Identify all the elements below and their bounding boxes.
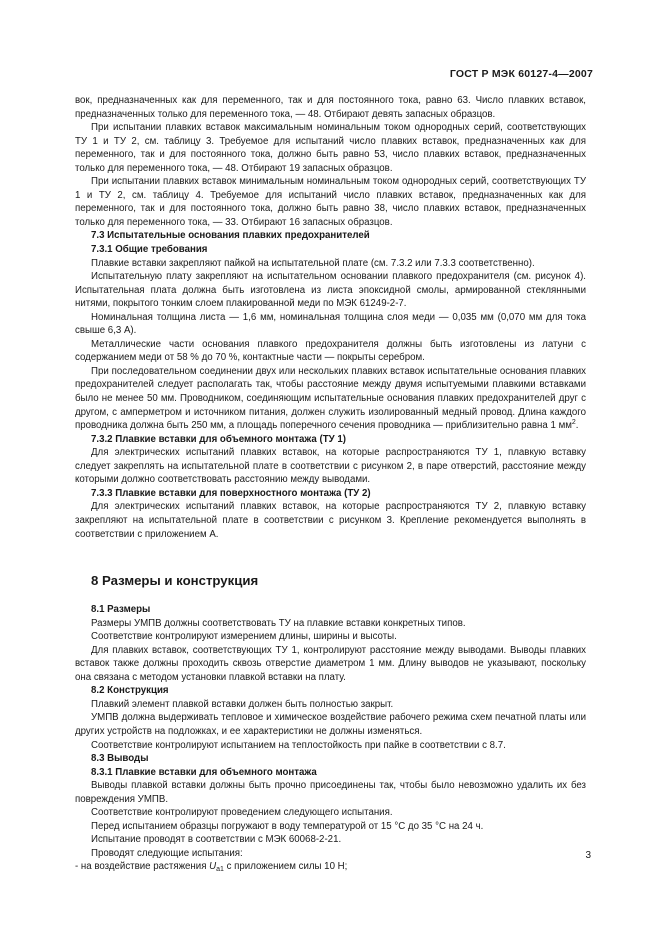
- symbol: U: [209, 861, 217, 873]
- paragraph: Плавкий элемент плавкой вставки должен быть полностью закрыт.: [91, 698, 394, 710]
- paragraph-text: При последовательном соединении двух или нескольких плавких вставок испытательные основания плавких предохранителей следует располагать так, чтобы расстояние между двумя испытуемыми плавкими вставками было не менее 50 мм. Проводником, соединяющим испытательные основания плавких предохранителей друг с другом, с амперметром и источником питания, должен служить изолированный медный провод. Длина каждого проводника должна быть 250 мм, а площадь поперечного сечения проводника — приблизительно равна 1 мм: [75, 365, 586, 432]
- document-body: [75, 94, 586, 877]
- document-header: ГОСТ Р МЭК 60127-4—2007: [449, 68, 593, 80]
- page-number: 3: [585, 850, 591, 861]
- paragraph: Размеры УМПВ должны соответствовать ТУ на плавкие вставки конкретных типов.: [91, 617, 466, 629]
- paragraph: При испытании плавких вставок минимальным номинальным током однородных серий, соответствующих ТУ 1 и ТУ 2, см. таблицу 4. Требуемое для испытаний число плавких вставок, предназначенных как для переменного, так и для постоянного тока, должно быть равно 38, число плавких вставок, предназначенных только для переменного тока, — 33. Отбирают 16 запасных образцов.: [75, 176, 586, 228]
- list-item-text: - на воздействие растяжения: [75, 861, 210, 873]
- section-heading-7-3-2: 7.3.2 Плавкие вставки для объемного монтажа (ТУ 1): [91, 433, 346, 445]
- paragraph: [75, 365, 586, 433]
- paragraph: Соответствие контролируют измерением длины, ширины и высоты.: [91, 631, 397, 643]
- section-heading-7-3-3: 7.3.3 Плавкие вставки для поверхностного монтажа (ТУ 2): [91, 487, 371, 499]
- paragraph: Номинальная толщина листа — 1,6 мм, номинальная толщина слоя меди — 0,035 мм (0,070 мм для тока свыше 6,3 А).: [75, 311, 586, 337]
- paragraph: Для электрических испытаний плавких вставок, на которые распространяются ТУ 2, плавкую вставку закрепляют на испытательной плате в соответствии с рисунком 3. Крепление рекомендуется выполнять в соответствии с приложением А.: [75, 501, 586, 540]
- paragraph: вок, предназначенных как для переменного, так и для постоянного тока, равно 63. Число плавких вставок, предназначенных только для переменного тока, — 48. Отбирают девять запасных образцов.: [75, 95, 586, 120]
- paragraph: Плавкие вставки закрепляют пайкой на испытательной плате (см. 7.3.2 или 7.3.3 соответственно).: [91, 257, 535, 269]
- paragraph: Испытательную плату закрепляют на испытательном основании плавкого предохранителя (см. рисунок 4). Испытательная плата должна быть изготовлена из листа эпоксидной смолы, армированной стеклянными нитями, покрытого тонким слоем плакированной меди по МЭК 61249-2-7.: [75, 271, 586, 310]
- subscript: a1: [216, 866, 224, 874]
- chapter-heading-8: 8 Размеры и конструкция: [91, 573, 259, 589]
- list-item-text-end: с приложением силы 10 Н;: [223, 861, 348, 873]
- paragraph-text-end: .: [575, 420, 579, 432]
- section-heading-8-1: 8.1 Размеры: [91, 604, 151, 616]
- paragraph: Выводы плавкой вставки должны быть прочно присоединены так, чтобы было невозможно удалить их без повреждения УМПВ.: [75, 780, 586, 805]
- section-heading-8-3-1: 8.3.1 Плавкие вставки для объемного монтажа: [91, 766, 317, 778]
- paragraph: Для плавких вставок, соответствующих ТУ 1, контролируют расстояние между выводами. Выводы плавких вставок также должны проходить сквозь отверстие диаметром 1 мм. Длину выводов не указывают, поскольку она связана с методом установки плавкой вставки на плату.: [75, 644, 586, 683]
- section-heading-8-3: 8.3 Выводы: [91, 753, 149, 765]
- paragraph: Проводят следующие испытания:: [91, 847, 243, 859]
- paragraph: Металлические части основания плавкого предохранителя должны быть изготовлены из латуни с содержанием меди от 58 % до 70 %, контактные части — покрыты серебром.: [75, 338, 586, 364]
- list-item: [75, 860, 586, 877]
- paragraph: При испытании плавких вставок максимальным номинальным током однородных серий, соответствующих ТУ 1 и ТУ 2, см. таблицу 3. Требуемое для испытаний число плавких вставок, предназначенных как для переменного, так и для постоянного тока, должно быть равно 53, число плавких вставок, предназначенных только для переменного тока, — 48. Отбирают 19 запасных образцов.: [75, 122, 586, 174]
- paragraph: Соответствие контролируют проведением следующего испытания.: [91, 807, 393, 819]
- paragraph: Испытание проводят в соответствии с МЭК 60068-2-21.: [91, 834, 342, 846]
- paragraph: Соответствие контролируют испытанием на теплостойкость при пайке в соответствии с 8.7.: [91, 739, 506, 751]
- section-heading-7-3: 7.3 Испытательные основания плавких предохранителей: [91, 230, 370, 242]
- paragraph: УМПВ должна выдерживать тепловое и химическое воздействие рабочего режима схем печатной платы или других устройств на подложках, и ее характеристики не должны изменяться.: [75, 712, 586, 737]
- paragraph: Для электрических испытаний плавких вставок, на которые распространяются ТУ 1, плавкую вставку следует закреплять на испытательной плате в соответствии с рисунком 2, в паре отверстий, расстояние между которыми должно соответствовать расстоянию между выводами.: [75, 447, 586, 486]
- paragraph: Перед испытанием образцы погружают в воду температурой от 15 °С до 35 °С на 24 ч.: [91, 820, 484, 832]
- superscript: 2: [571, 419, 576, 427]
- section-heading-8-2: 8.2 Конструкция: [91, 685, 169, 697]
- section-heading-7-3-1: 7.3.1 Общие требования: [91, 244, 208, 256]
